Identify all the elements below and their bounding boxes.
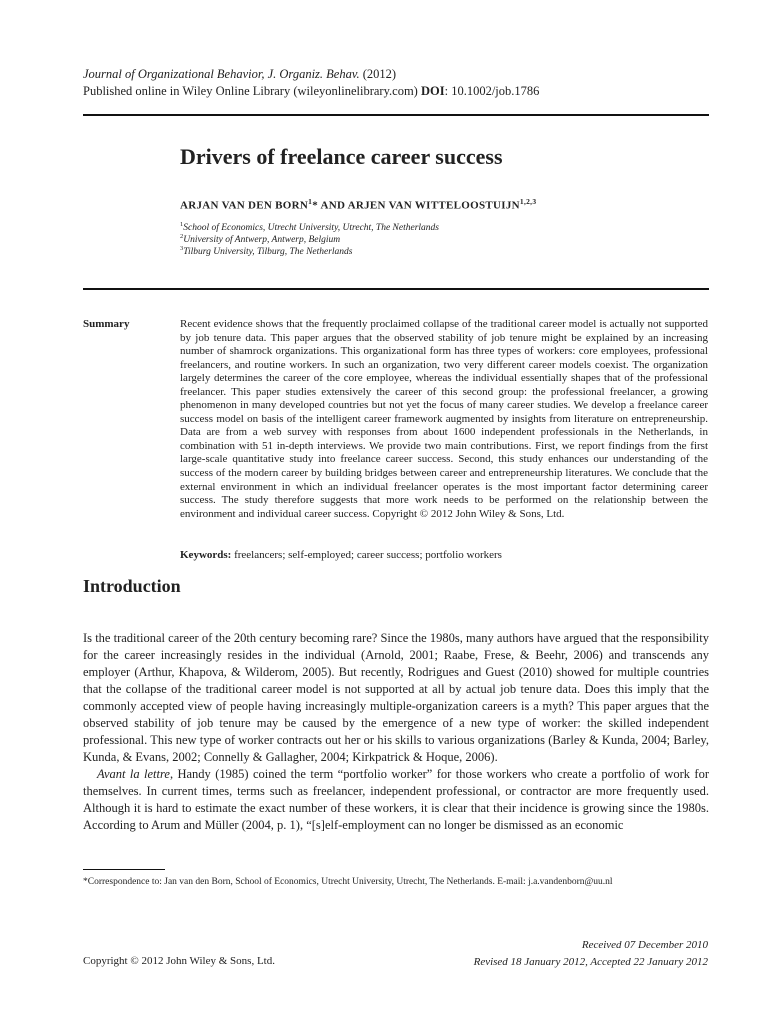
affiliation-1: $^1$School of Economics, Utrecht University, Utrecht, The Netherlands: [180, 221, 440, 234]
received-date: Received 07 December 2010: [581, 939, 708, 951]
doi-value: : 10.1002/job.1786: [444, 84, 540, 98]
keywords-list: freelancers; self-employed; career success; portfolio workers: [231, 549, 502, 561]
revised-accepted-date: Revised 18 January 2012, Accepted 22 January 2012: [473, 956, 708, 968]
footnote-rule: [83, 869, 165, 870]
affiliation-2: $^2$University of Antwerp, Antwerp, Belgium: [180, 233, 341, 246]
section-heading-introduction: Introduction: [83, 576, 181, 596]
journal-header: [83, 66, 539, 100]
publication-line: Published online in Wiley Online Library (wileyonlinelibrary.com) DOI: 10.1002/job.1786: [83, 84, 540, 98]
paragraph-1: Is the traditional career of the 20th century becoming rare? Since the 1980s, many authors have argued that the responsibility for the career increasingly resides in the individual (Arnold, 2001; Raabe, Frese, & Beehr, 2006) and transcends any employer (Arthur, Khapova, & Wilderom, 2005). But recently, Rodrigues and Guest (2010) showed for multiple countries that the collapse of the traditional career model is not supported at all by actual job tenure data. Does this imply that the commonly accepted view of people having increasingly multiple-organization careers is a myth? This paper argues that the observed stability of job tenure may be caused by the emergence of a new type of worker: the skilled independent professional. This new type of worker contracts out her or his skills to various organizations (Barley & Kunda, 2004; Barley, Kunda, & Evans, 2002; Connelly & Gallagher, 2004; Kirkpatrick & Hoque, 2006).: [83, 631, 709, 764]
doi-label: DOI: [420, 84, 445, 98]
journal-citation: Journal of Organizational Behavior, J. Organiz. Behav. (2012): [83, 67, 397, 81]
received-dates: [474, 937, 708, 971]
top-rule: [83, 114, 709, 116]
keywords-label: Keywords:: [180, 549, 232, 561]
summary-rule: [83, 288, 709, 290]
author-line: ARJAN VAN DEN BORN$^1$* AND ARJEN VAN WITTELOOSTUIJN$^{1,2,3}$: [180, 197, 537, 212]
affiliation-3: $^3$Tilburg University, Tilburg, The Netherlands: [180, 245, 353, 258]
summary-text: Recent evidence shows that the frequently proclaimed collapse of the traditional career model is actually not supported by job tenure data. This paper argues that the observed stability of job tenure might be explained by an increasing number of shamrock organizations. This organizational form has three types of workers: core employees, professional freelancers, and routine workers. In such an organization, two very different career models coexist. The organization largely determines the career of the core employee, whereas the individual essentially shapes that of the professional freelancer. This paper studies extensively the career of this second group: the professional freelancer, a growing phenomenon in many developed countries but not yet the focus of many career studies. We develop a freelance career success model on basis of the intelligent career framework augmented by insights from literature on entrepreneurship. Data are from a web survey with responses from about 1600 independent professionals in the Netherlands, in combination with 51 in-depth interviews. We provide two main contributions. First, we report findings from the first large-scale quantitative study into freelance career success. Second, this study enhances our understanding of the success of the modern career by building bridges between career and entrepreneurship literatures. We conclude that the external environment in which an individual freelancer operates is the most important factor determining career success. The study therefore suggests that more work needs to be performed on the relationship between the environment and individual career success. Copyright © 2012 John Wiley & Sons, Ltd.: [180, 318, 708, 520]
correspondence-footnote: *Correspondence to: Jan van den Born, School of Economics, Utrecht University, Utrecht, The Netherlands. E-mail: j.a.vandenborn@uu.nl: [83, 877, 613, 887]
keywords: [180, 549, 502, 561]
paragraph-2: Avant la lettre, Handy (1985) coined the term “portfolio worker” for those workers who create a portfolio of work for themselves. In current times, terms such as freelancer, independent professional, or contractor are more frequently used. Although it is hard to estimate the exact number of these workers, it is clear that their incidence is growing since the 1980s. According to Arum and Müller (2004, p. 1), “[s]elf-employment can no longer be dismissed as an economic: [83, 767, 710, 832]
summary-label: Summary: [83, 318, 130, 330]
article-title: Drivers of freelance career success: [180, 144, 503, 169]
copyright-footer: Copyright © 2012 John Wiley & Sons, Ltd.: [83, 955, 275, 967]
introduction-body: [83, 630, 709, 834]
